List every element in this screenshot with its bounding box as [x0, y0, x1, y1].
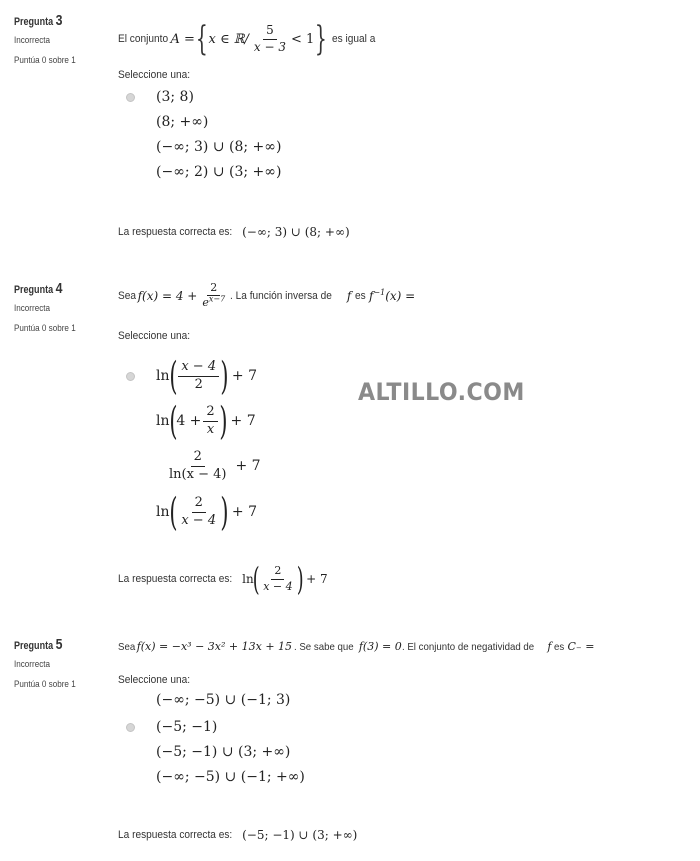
option-text: (−∞; 2) ∪ (3; +∞) [156, 164, 282, 180]
question-grade: Puntúa 0 sobre 1 [14, 55, 76, 65]
question-number: 3 [55, 12, 63, 29]
correct-answer: La respuesta correcta es: ln ( $\frac{2}{x - 4}$ ) + 7 [118, 560, 328, 598]
question-text: Sea f(x) = −x³ − 3x² + 13x + 15 . Se sabe que f(3) = 0 . El conjunto de negatividad de f es C₋ = [118, 640, 595, 653]
question-title: Pregunta 3 [14, 12, 63, 29]
question-text: El conjunto A = { x ∈ ℝ/ $\frac{5}{x - 3}$ < 1 } es igual a [118, 19, 376, 59]
question-5 [0, 638, 700, 858]
option-text: (−5; −1) [156, 719, 218, 735]
option-text: (−5; −1) ∪ (3; +∞) [156, 744, 291, 760]
option-text: ln ( 4 + $\frac{2}{x}$ ) + 7 [156, 399, 256, 443]
question-3 [0, 14, 700, 254]
question-info [14, 282, 109, 333]
question-title: Pregunta 4 [14, 280, 63, 297]
question-title: Pregunta 5 [14, 636, 63, 653]
question-state: Incorrecta [14, 35, 51, 45]
option-text: (8; +∞) [156, 114, 209, 130]
question-number: 4 [55, 280, 63, 297]
radio-button[interactable] [126, 723, 135, 732]
question-info [14, 638, 109, 689]
radio-button[interactable] [126, 372, 135, 381]
question-grade: Puntúa 0 sobre 1 [14, 679, 76, 689]
correct-answer: La respuesta correcta es: (−5; −1) ∪ (3; +∞) [118, 828, 358, 842]
question-info [14, 14, 109, 65]
option-text: (−∞; 3) ∪ (8; +∞) [156, 139, 282, 155]
question-state: Incorrecta [14, 659, 51, 669]
option-text: ln ( $\frac{x - 4}{2}$ ) + 7 [156, 354, 258, 398]
question-number: 5 [55, 636, 63, 653]
question-grade: Puntúa 0 sobre 1 [14, 323, 76, 333]
altillo-watermark: ALTILLO.COM [358, 378, 525, 406]
radio-button[interactable] [126, 93, 135, 102]
question-text: Sea f(x) = 4 + $\frac{2}{e^{x-7}}$ . La función inversa de f es $f^{-1}(x)$ = [118, 281, 416, 310]
set-fraction: $\frac{5}{x - 3}$ [253, 23, 286, 54]
correct-answer: La respuesta correcta es: (−∞; 3) ∪ (8; +∞) [118, 225, 350, 239]
option-text: $\frac{2}{\ln(x - 4)}$ + 7 [169, 449, 261, 482]
option-text: ln ( $\frac{2}{x - 4}$ ) + 7 [156, 490, 258, 534]
select-prompt: Seleccione una: [118, 330, 191, 342]
exp-fraction: $\frac{2}{e^{x-7}}$ [202, 281, 226, 310]
option-text: (3; 8) [156, 89, 194, 105]
option-text: (−∞; −5) ∪ (−1; +∞) [156, 769, 305, 785]
question-state: Incorrecta [14, 303, 51, 313]
option-text: (−∞; −5) ∪ (−1; 3) [156, 692, 291, 708]
select-prompt: Seleccione una: [118, 674, 191, 686]
question-4 [0, 282, 700, 612]
select-prompt: Seleccione una: [118, 69, 191, 81]
